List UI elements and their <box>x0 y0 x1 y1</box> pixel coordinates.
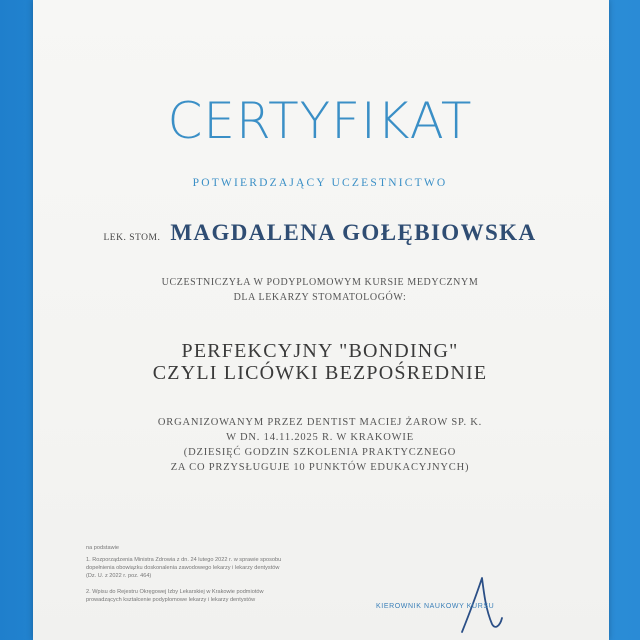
footnote-heading: na podstawie <box>86 545 119 551</box>
recipient-row <box>0 220 640 246</box>
organizer-line-2: W DN. 14.11.2025 R. W KRAKOWIE <box>226 432 414 443</box>
handwritten-signature <box>440 560 520 640</box>
footnote-1-line-2: dopełnienia obowiązku doskonalenia zawodowego lekarzy i lekarzy dentystów <box>86 565 280 571</box>
footnote-2-line-1: 2. Wpisu do Rejestru Okręgowej Izby Lekarskiej w Krakowie podmiotów <box>86 589 264 595</box>
footnote-1-line-1: 1. Rozporządzenia Ministra Zdrowia z dn. 24 lutego 2022 r. w sprawie sposobu <box>86 557 282 563</box>
footnote-1-line-3: (Dz. U. z 2022 r. poz. 464) <box>86 573 152 579</box>
certificate-title: CERTYFIKAT <box>167 92 473 150</box>
course-title-line-2: CZYLI LICÓWKI BEZPOŚREDNIE <box>152 362 488 384</box>
organizer-line-1: ORGANIZOWANYM PRZEZ DENTIST MACIEJ ŻAROW SP. K. <box>157 417 483 428</box>
intro-line-2: DLA LEKARZY STOMATOLOGÓW: <box>233 292 407 303</box>
signer-role-label: KIEROWNIK NAUKOWY KURSU <box>376 603 495 610</box>
organizer-line-4: ZA CO PRZYSŁUGUJE 10 PUNKTÓW EDUKACYJNYCH) <box>170 462 470 473</box>
organizer-line-3: (DZIESIĘĆ GODZIN SZKOLENIA PRAKTYCZNEGO <box>183 447 457 458</box>
certificate-subtitle: POTWIERDZAJĄCY UCZESTNICTWO <box>192 177 448 189</box>
footnote-2-line-2: prowadzących kształcenie podyplomowe lekarzy i lekarzy dentystów <box>86 597 256 603</box>
course-title-line-1: PERFEKCYJNY "BONDING" <box>181 340 459 362</box>
recipient-prefix: LEK. STOM. <box>103 233 161 243</box>
recipient-name: MAGDALENA GOŁĘBIOWSKA <box>170 220 537 245</box>
intro-line-1: UCZESTNICZYŁA W PODYPLOMOWYM KURSIE MEDYCZNYM <box>161 277 479 288</box>
